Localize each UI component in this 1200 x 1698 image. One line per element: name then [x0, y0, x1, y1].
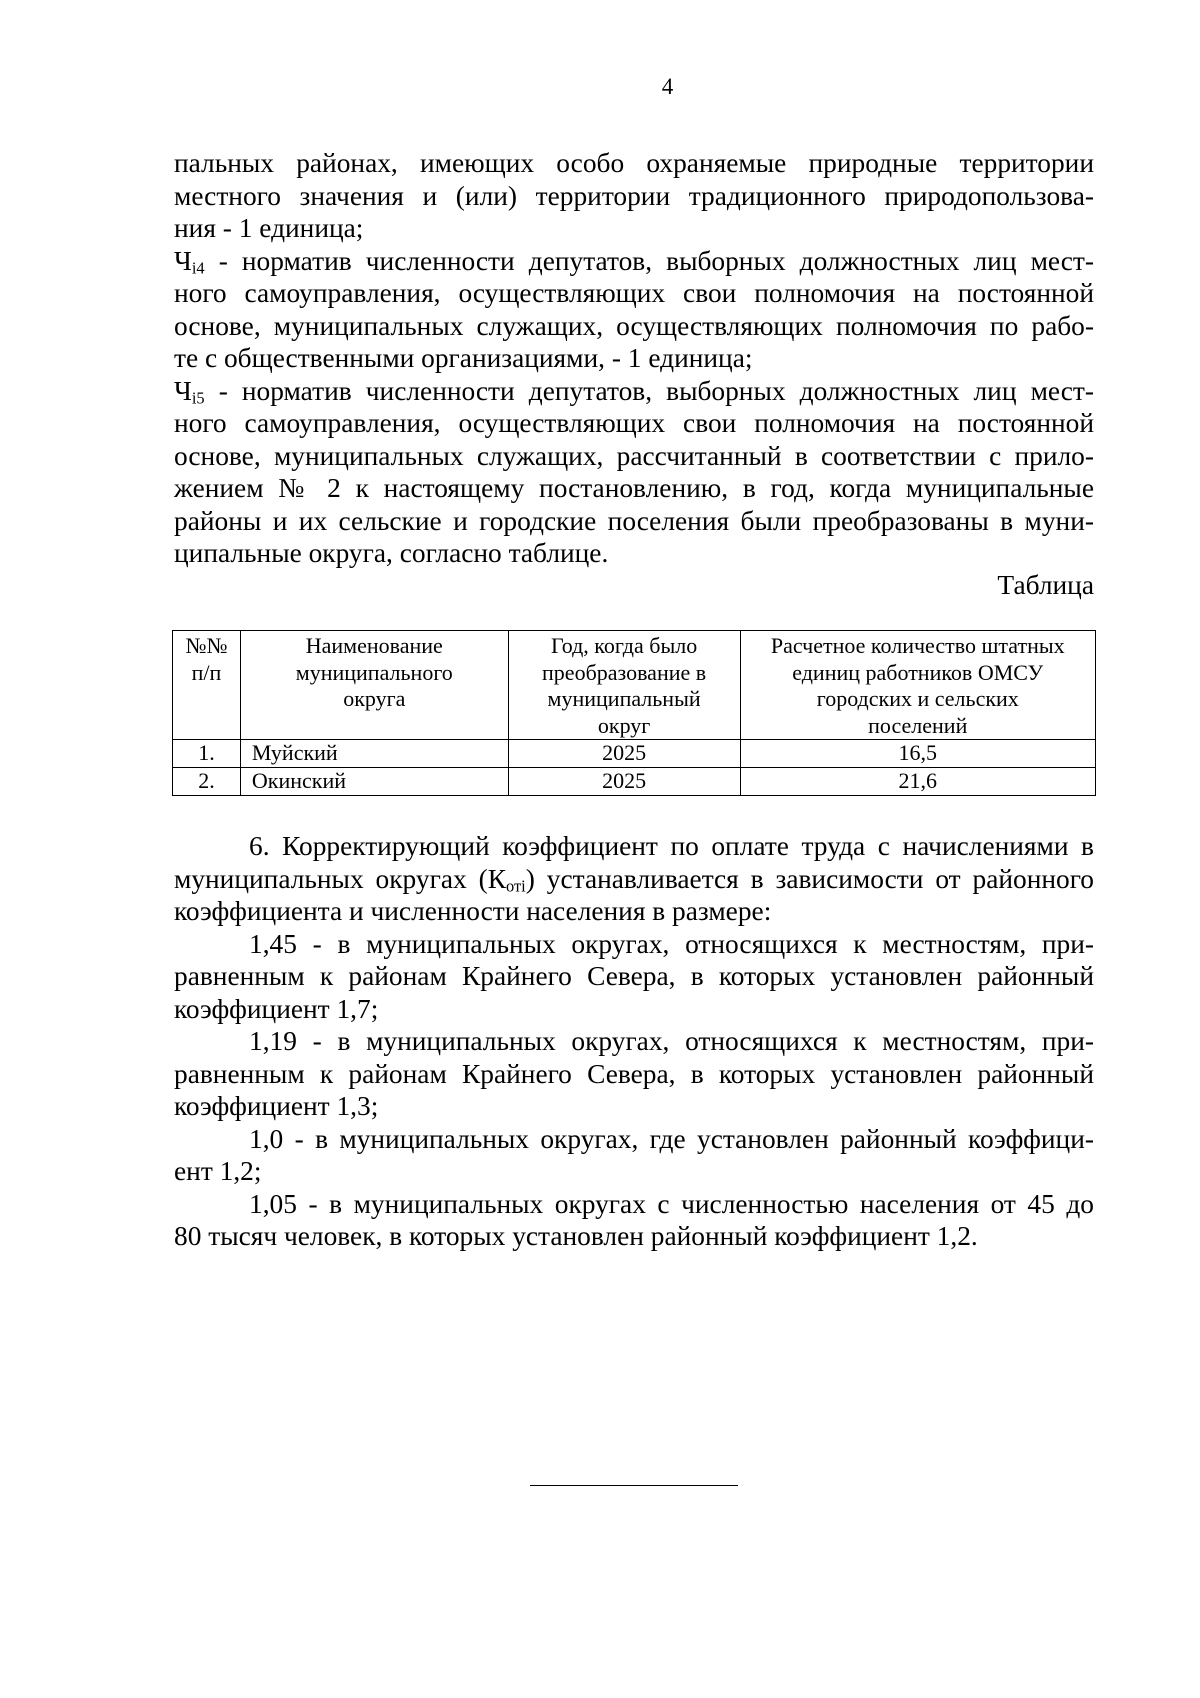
- row-year: 2025: [508, 768, 740, 796]
- text-line: муниципальных округах $(К_{отi})$ устанавливается в зависимости от районного: [174, 863, 1095, 895]
- text-line: 80 тысяч человек, в которых установлен районный коэффициент 1,2.: [174, 1221, 978, 1251]
- row-number: 2.: [173, 768, 241, 796]
- row-year: 2025: [508, 740, 740, 768]
- page-number: 4: [661, 74, 674, 99]
- coefficient-subscript: отi: [505, 875, 526, 895]
- table-caption: Таблица: [997, 570, 1094, 600]
- text-line: основе, муниципальных служащих, рассчитанный в соответствии с прило-: [174, 440, 1094, 471]
- text-line: $Ч_{i4}$ - норматив численности депутатов, выборных должностных лиц мест-: [174, 245, 1094, 277]
- text-line: 1,0 - в муниципальных округах, где установлен районный коэффици-: [249, 1123, 1094, 1154]
- text-line: те с общественными организациями, - 1 единица;: [174, 343, 753, 373]
- bottom-text-block: [174, 830, 1094, 1253]
- text-line: 1,45 - в муниципальных округах, относящихся к местностям, при-: [249, 928, 1094, 959]
- end-of-document-rule: [530, 1485, 738, 1486]
- row-staff-count: 16,5: [740, 740, 1095, 768]
- header-staff-count: Расчетное количество штатных единиц работников ОМСУ городских и сельских поселений: [740, 631, 1095, 740]
- text-line: ного самоуправления, осуществляющих свои полномочия на постоянной: [174, 408, 1094, 438]
- text-line: ного самоуправления, осуществляющих свои полномочия на постоянной: [174, 278, 1094, 308]
- header-year: Год, когда было преобразование в муниципальный округ: [508, 631, 740, 740]
- symbol-subscript: i5: [191, 387, 205, 407]
- text-line: $Ч_{i5}$ - норматив численности депутатов, выборных должностных лиц мест-: [174, 375, 1094, 407]
- symbol: Ч: [174, 245, 192, 276]
- text-line: равненным к районам Крайнего Севера, в которых установлен районный: [174, 1058, 1094, 1089]
- text-line: жением № 2 к настоящему постановлению, в год, когда муниципальные: [174, 473, 1094, 503]
- symbol-subscript: i4: [191, 257, 205, 277]
- text-line: местного значения и (или) территории традиционного природопользова-: [174, 180, 1094, 211]
- symbol: Ч: [174, 375, 192, 406]
- text-line: ципальные округа, согласно таблице.: [174, 538, 609, 568]
- header-district-name: Наименование муниципального округа: [240, 631, 508, 740]
- text-line: пальных районах, имеющих особо охраняемые природные территории: [174, 148, 1094, 178]
- header-number: №№ п/п: [173, 631, 241, 740]
- text-line: 6. Корректирующий коэффициент по оплате труда с начислениями в: [249, 831, 1094, 861]
- row-district-name: Окинский: [240, 768, 508, 796]
- text-line: ент 1,2;: [174, 1156, 262, 1186]
- row-number: 1.: [173, 740, 241, 768]
- text-line: равненным к районам Крайнего Севера, в которых установлен районный: [174, 961, 1094, 991]
- text-line: 1,19 - в муниципальных округах, относящихся к местностям, при-: [249, 1026, 1094, 1056]
- row-district-name: Муйский: [240, 740, 508, 768]
- text-line: коэффициент 1,7;: [174, 993, 379, 1024]
- table-row: [173, 740, 1096, 768]
- data-table: [172, 630, 1096, 796]
- text-line: коэффициент 1,3;: [174, 1091, 379, 1121]
- row-staff-count: 21,6: [740, 768, 1095, 796]
- table-row: [173, 768, 1096, 796]
- text-line: основе, муниципальных служащих, осуществляющих полномочия по рабо-: [174, 310, 1094, 341]
- text-line: коэффициента и численности населения в размере:: [174, 896, 772, 926]
- text-line: районы и их сельские и городские поселения были преобразованы в муни-: [174, 505, 1094, 536]
- table-header-row: [173, 631, 1096, 740]
- top-text-block: [174, 147, 1094, 570]
- text-line: ния - 1 единица;: [174, 213, 364, 243]
- text-line: 1,05 - в муниципальных округах с численностью населения от 45 до: [249, 1188, 1094, 1219]
